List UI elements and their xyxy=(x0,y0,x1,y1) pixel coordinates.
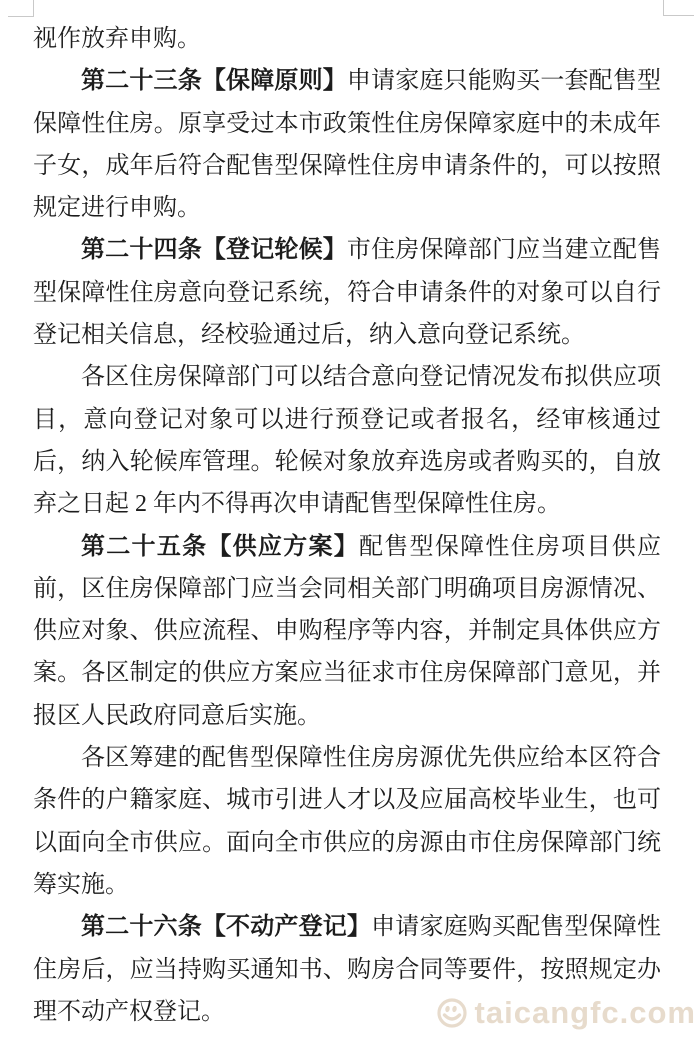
article-heading: 第二十四条【登记轮候】 xyxy=(81,237,347,264)
paragraph: 各区筹建的配售型保障性住房房源优先供应给本区符合条件的户籍家庭、城市引进人才以及应届高校毕业生，也可以面向全市供应。面向全市供应的房源由市住房保障部门统筹实施。 xyxy=(33,745,661,898)
paragraph: 第二十三条【保障原则】申请家庭只能购买一套配售型保障性住房。原享受过本市政策性住房保障家庭中的未成年子女，成年后符合配售型保障性住房申请条件的，可以按照规定进行申购。 xyxy=(33,68,662,222)
margin-corner-mark-top-right xyxy=(663,0,694,16)
article-heading: 第二十三条【保障原则】 xyxy=(81,68,347,95)
paragraph: 视作放弃申购。 xyxy=(33,26,201,52)
margin-corner-mark-top-left xyxy=(8,0,34,17)
paragraph: 第二十四条【登记轮候】市住房保障部门应当建立配售型保障性住房意向登记系统，符合申请条件的对象可以自行登记相关信息，经校验通过后，纳入意向登记系统。 xyxy=(33,237,662,349)
paragraph: 各区住房保障部门可以结合意向登记情况发布拟供应项目，意向登记对象可以进行预登记或者报名，经审核通过后，纳入轮候库管理。轮候对象放弃选房或者购买的，自放弃之日起 2 年内不得再次申请配售型保障性住房。 xyxy=(33,364,661,518)
paragraph: 第二十五条【供应方案】配售型保障性住房项目供应前，区住房保障部门应当会同相关部门明确项目房源情况、供应对象、供应流程、申购程序等内容，并制定具体供应方案。各区制定的供应方案应当征求市住房保障部门意见，并报区人民政府同意后实施。 xyxy=(33,533,661,729)
paragraph: 第二十六条【不动产登记】申请家庭购买配售型保障性住房后，应当持购买通知书、购房合同等要件，按照规定办理不动产权登记。 xyxy=(33,914,662,1025)
watermark xyxy=(436,995,696,1031)
document-body xyxy=(33,0,661,1033)
article-heading: 第二十六条【不动产登记】 xyxy=(81,914,372,941)
watermark-text: taicangfc.com xyxy=(474,995,696,1030)
article-heading: 第二十五条【供应方案】 xyxy=(81,533,359,560)
smiley-icon xyxy=(436,997,468,1029)
